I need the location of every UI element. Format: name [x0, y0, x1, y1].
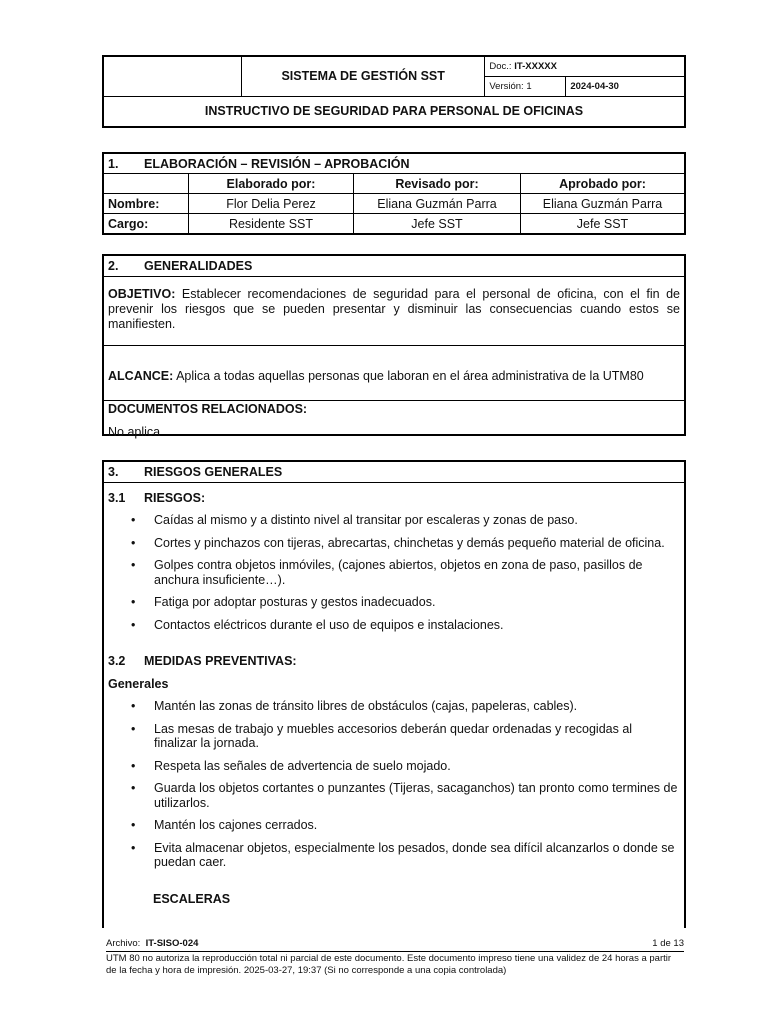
- col-aprobado: Aprobado por:: [521, 174, 686, 194]
- list-item: • Mantén las zonas de tránsito libres de obstáculos (cajas, papeleras, cables).: [131, 699, 578, 713]
- bullet-icon: •: [131, 758, 136, 773]
- riesgos-subheading: 3.1 RIESGOS:: [108, 491, 206, 505]
- archivo-code: IT-SISO-024: [145, 938, 199, 949]
- bullet-icon: •: [131, 699, 136, 713]
- list-item: • Cortes y pinchazos con tijeras, abrecartas, chinchetas y demás pequeño material de oficina.: [131, 535, 665, 550]
- list-item: • Evita almacenar objetos, especialmente los pesados, donde sea difícil alcanzarlos o donde se puedan caer.: [131, 840, 675, 869]
- riesgos-list: [104, 513, 684, 632]
- version-cell: Versión: 1: [485, 76, 566, 96]
- doc-code: IT-XXXXX: [514, 60, 557, 72]
- approval-table: [102, 152, 686, 235]
- list-item: • Contactos eléctricos durante el uso de equipos e instalaciones.: [131, 617, 504, 632]
- system-title: SISTEMA DE GESTIÓN SST: [242, 56, 485, 96]
- section3-header: 3. RIESGOS GENERALES: [104, 462, 684, 483]
- list-item: • Las mesas de trabajo y muebles accesorios deberán quedar ordenadas y recogidas al finalizar la jornada.: [131, 721, 633, 750]
- disclaimer: UTM 80 no autoriza la reproducción total ni parcial de este documento. Este documento impreso tiene una validez de 24 horas a partir de la fecha y hora de impresión. 2025-03-27, 19:37 (Si no corresponde a una copia controlada): [106, 953, 672, 976]
- col-revisado: Revisado por:: [354, 174, 521, 194]
- list-item: • Respeta las señales de advertencia de suelo mojado.: [131, 758, 451, 773]
- page-number: 1 de 13: [652, 938, 684, 949]
- list-item: • Fatiga por adoptar posturas y gestos inadecuados.: [131, 595, 436, 609]
- date-cell: 2024-04-30: [566, 76, 685, 96]
- table-row: Cargo: Residente SST Jefe SST Jefe SST: [103, 214, 685, 235]
- doc-code-cell: Doc.: IT-XXXXX: [485, 56, 685, 76]
- col-elaborado: Elaborado por:: [189, 174, 354, 194]
- generalidades-section: [102, 254, 686, 439]
- medidas-subheading: 3.2 MEDIDAS PREVENTIVAS:: [108, 654, 297, 668]
- logo-cell: [103, 56, 242, 96]
- bullet-icon: •: [131, 840, 136, 855]
- list-item: • Mantén los cajones cerrados.: [131, 818, 318, 832]
- bullet-icon: •: [131, 558, 136, 572]
- bullet-icon: •: [131, 721, 136, 736]
- bullet-icon: •: [131, 595, 136, 609]
- list-item: • Guarda los objetos cortantes o punzantes (Tijeras, sacaganchos) tan pronto como termines de utilizarlos.: [131, 781, 678, 810]
- generales-label: Generales: [108, 677, 169, 691]
- bullet-icon: •: [131, 617, 136, 632]
- section2-header: 2. GENERALIDADES: [104, 256, 684, 277]
- list-item: • Golpes contra objetos inmóviles, (cajones abiertos, objetos en zona de paso, pasillos de anchura insuficiente…).: [131, 558, 643, 587]
- page-footer: [106, 938, 684, 976]
- alcance-paragraph: ALCANCE: Aplica a todas aquellas personas que laboran en el área administrativa de la UTM80: [108, 369, 644, 383]
- objetivo-paragraph: OBJETIVO: Establecer recomendaciones de seguridad para el personal de oficina, con el fin de prevenir los riesgos que se pueden presentar y disminuir las consecuencias cuando estos se manifiesten.: [108, 287, 680, 331]
- list-item: • Caídas al mismo y a distinto nivel al transitar por escaleras y zonas de paso.: [131, 513, 578, 527]
- docs-text: No aplica: [108, 425, 161, 439]
- riesgos-section: [102, 460, 686, 928]
- archivo-info: Archivo: IT-SISO-024: [106, 938, 199, 949]
- bullet-icon: •: [131, 818, 136, 832]
- instructivo-title: INSTRUCTIVO DE SEGURIDAD PARA PERSONAL DE OFICINAS: [103, 96, 685, 127]
- docs-label: DOCUMENTOS RELACIONADOS:: [108, 402, 308, 416]
- document-header: [102, 55, 686, 128]
- table-row: Nombre: Flor Delia Perez Eliana Guzmán Parra Eliana Guzmán Parra: [103, 194, 685, 214]
- bullet-icon: •: [131, 513, 136, 527]
- escaleras-heading: ESCALERAS: [153, 891, 231, 906]
- generales-list: [104, 699, 684, 870]
- bullet-icon: •: [131, 781, 136, 795]
- bullet-icon: •: [131, 535, 136, 550]
- section1-header: 1. ELABORACIÓN – REVISIÓN – APROBACIÓN: [103, 153, 685, 174]
